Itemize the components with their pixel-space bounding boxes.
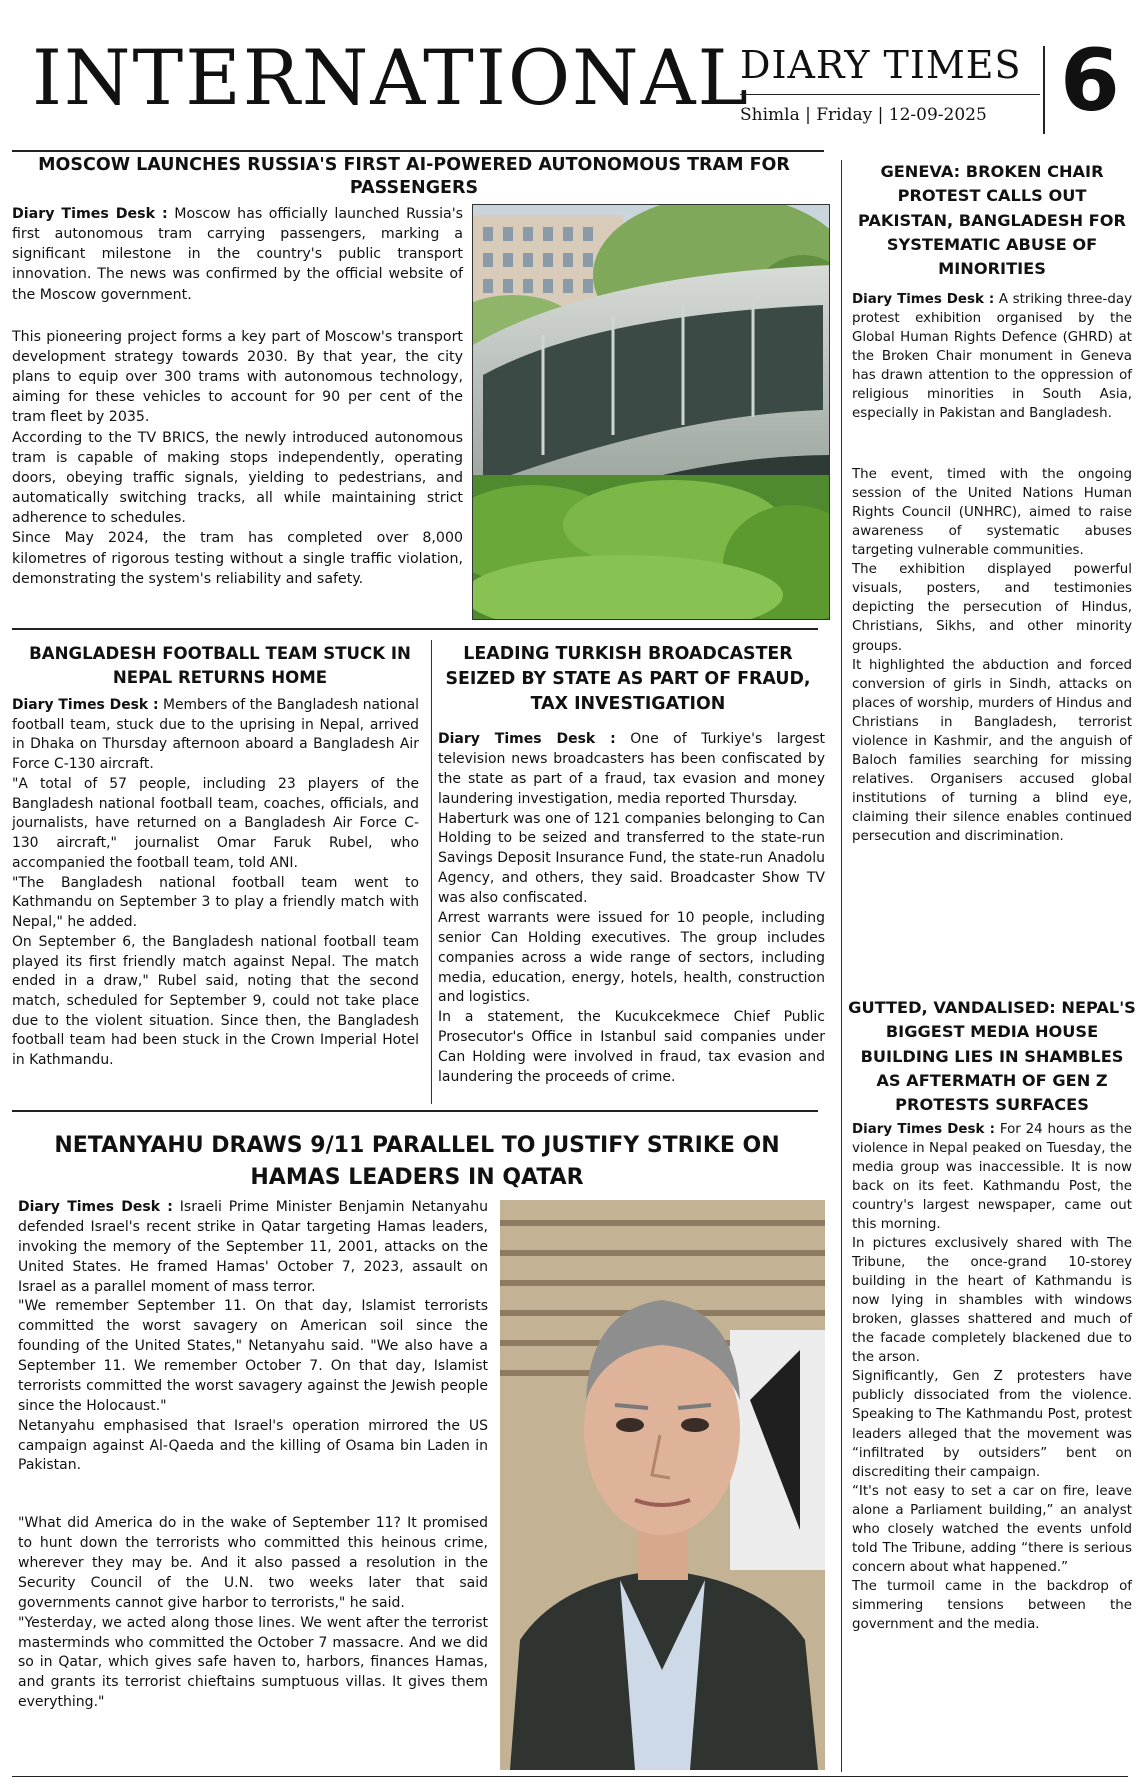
nepal-media-paragraph-4: “It's not easy to set a car on fire, leave alone a Parliament building,” an analyst who closely watched the events unfold told The Tribune, adding “there is serious concern about what happened.”	[852, 1483, 1132, 1575]
bangladesh-headline: BANGLADESH FOOTBALL TEAM STUCK IN NEPAL RETURNS HOME	[29, 644, 411, 688]
issue-meta: Shimla | Friday | 12-09-2025	[740, 105, 987, 125]
geneva-headline: GENEVA: BROKEN CHAIR PROTEST CALLS OUT PAKISTAN, BANGLADESH FOR SYSTEMATIC ABUSE OF MINORITIES	[858, 162, 1126, 279]
byline: Diary Times Desk :	[18, 1199, 173, 1215]
tram-headline: MOSCOW LAUNCHES RUSSIA'S FIRST AI-POWERED AUTONOMOUS TRAM FOR PASSENGERS	[38, 155, 790, 198]
turkey-body	[438, 730, 825, 1088]
right-column-divider	[841, 160, 842, 1772]
tram-paragraph-1	[12, 204, 463, 305]
netanyahu-body-left	[18, 1198, 488, 1713]
tram-photo	[472, 204, 830, 620]
turkey-paragraph-2: Haberturk was one of 121 companies belonging to Can Holding to be seized and transferred to the state-run Savings Deposit Insurance Fund, the state-run Anadolu Agency, and others, they said. Broadcaster Show TV was also confiscated.	[438, 810, 825, 906]
netanyahu-headline: NETANYAHU DRAWS 9/11 PARALLEL TO JUSTIFY STRIKE ON HAMAS LEADERS IN QATAR	[54, 1133, 780, 1190]
turkey-p1-text: One of Turkiye's largest television news broadcasters has been confiscated by the state as part of a fraud, tax evasion and money laundering investigation, media reported Thursday.	[438, 731, 825, 807]
netanyahu-photo-illustration	[500, 1200, 825, 1770]
page-bottom-rule	[12, 1776, 1128, 1777]
middle-column-divider	[431, 640, 432, 1104]
netanyahu-paragraph-2: "We remember September 11. On that day, Islamist terrorists committed the worst savagery on American soil since the founding of the United States," Netanyahu said. "We also have a September 11. We remember October 7. On that day, Islamist terrorists committed the worst savagery against the Jewish people since the Holocaust."	[18, 1298, 488, 1414]
nepal-media-paragraph-2: In pictures exclusively shared with The Tribune, the once-grand 10-storey building in the heart of Kathmandu is now lying in shambles with windows broken, glasses shattered and much of the facade completely blackened due to the arson.	[852, 1236, 1132, 1366]
nepal-media-paragraph-1	[852, 1120, 1132, 1234]
geneva-body	[852, 290, 1132, 846]
bangladesh-body	[12, 696, 419, 1071]
geneva-paragraph-4: It highlighted the abduction and forced conversion of girls in Sindh, attacks on places of worship, murders of Hindus and Christians in Bangladesh, terrorist violence in Kashmir, and the anguish of Baloch families searching for missing relatives. Organisers accused global institutions of turning a blind eye, claiming their silence enables continued persecution and discrimination.	[852, 657, 1132, 844]
byline: Diary Times Desk :	[852, 1122, 995, 1137]
bangladesh-paragraph-4: On September 6, the Bangladesh national football team played its first friendly match against Nepal. The match ended in a draw," Rubel said, noting that the second match, scheduled for September 9, could not take place due to the violent situation. Since then, the Bangladesh football team had been stuck in the Crown Imperial Hotel in Kathmandu.	[12, 933, 419, 1069]
netanyahu-photo	[500, 1200, 825, 1770]
turkey-paragraph-4: In a statement, the Kucukcekmece Chief Public Prosecutor's Office in Istanbul said companies under Can Holding were involved in fraud, tax evasion and laundering the proceeds of crime.	[438, 1009, 825, 1085]
tram-paragraph-2: This pioneering project forms a key part of Moscow's transport development strategy towards 2030. By that year, the city plans to equip over 300 trams with autonomous technology, aiming for these vehicles to account for 90 per cent of the tram fleet by 2035.	[12, 328, 463, 426]
nepal-media-p1-text: For 24 hours as the violence in Nepal peaked on Tuesday, the media group was inaccessible. It is now back on its feet. Kathmandu Post, the country's largest newspaper, came out this morning.	[852, 1122, 1133, 1233]
section-title: INTERNATIONAL	[32, 33, 751, 122]
geneva-paragraph-2: The event, timed with the ongoing session of the United Nations Human Rights Council (UNHRC), aimed to raise awareness of systematic abuses targeting vulnerable communities.	[852, 467, 1132, 559]
byline: Diary Times Desk :	[852, 292, 995, 307]
masthead-bottom-rule	[12, 150, 824, 152]
tram-p1-text: Moscow has officially launched Russia's first autonomous tram carrying passengers, marking a significant milestone in the country's public transport innovation. The news was confirmed by the official website of the Moscow government.	[12, 206, 463, 303]
turkey-paragraph-3: Arrest warrants were issued for 10 people, including senior Can Holding executives. The group includes companies across a wide range of sectors, including media, education, energy, hotels, health, construction and logistics.	[438, 909, 825, 1006]
tram-photo-illustration	[473, 205, 830, 620]
geneva-paragraph-3: The exhibition displayed powerful visuals, posters, and testimonies depicting the persecution of Hindus, Christians, Sikhs, and other minority groups.	[852, 562, 1132, 654]
tram-paragraph-3: According to the TV BRICS, the newly introduced autonomous tram is capable of making stops independently, operating doors, obeying traffic signals, yielding to pedestrians, and automatically switching tracks, all while maintaining strict adherence to schedules.	[12, 429, 463, 527]
masthead-rule	[740, 94, 1040, 95]
geneva-p1-text: A striking three-day protest exhibition organised by the Global Human Rights Defence (GHRD) at the Broken Chair monument in Geneva has drawn attention to the oppression of religious minorities in South Asia, especially in Pakistan and Bangladesh.	[852, 292, 1132, 422]
netanyahu-paragraph-1	[18, 1198, 488, 1297]
top-story-rule	[12, 628, 818, 630]
bangladesh-paragraph-3: "The Bangladesh national football team went to Kathmandu on September 3 to play a friendly match with Nepal," he added.	[12, 874, 419, 931]
bangladesh-p1-text: Members of the Bangladesh national football team, stuck due to the uprising in Nepal, arrived in Dhaka on Thursday afternoon aboard a Bangladesh Air Force C-130 aircraft.	[12, 697, 419, 773]
netanyahu-paragraph-4: "What did America do in the wake of September 11? It promised to hunt down the terrorists who committed this heinous crime, wherever they may be. And it also passed a resolution in the Security Council of the U.N. two weeks later that said governments cannot give harbor to terrorists," he said.	[18, 1515, 488, 1611]
bangladesh-paragraph-2: "A total of 57 people, including 23 players of the Bangladesh national football team, coaches, officials, and journalists, have returned on a Bangladesh Air Force C-130 aircraft," journalist Omar Faruk Rubel, who accompanied the football team, told ANI.	[12, 775, 419, 871]
nepal-media-paragraph-3: Significantly, Gen Z protesters have publicly dissociated from the violence. Speaking to The Kathmandu Post, protest leaders alleged that the movement was “infiltrated by outsiders” bent on discrediting their campaign.	[852, 1369, 1132, 1480]
byline: Diary Times Desk :	[12, 206, 168, 222]
turkey-paragraph-1	[438, 730, 825, 810]
turkey-headline: LEADING TURKISH BROADCASTER SEIZED BY STATE AS PART OF FRAUD, TAX INVESTIGATION	[445, 644, 811, 715]
nepal-media-body	[852, 1120, 1132, 1634]
newspaper-name: DIARY TIMES	[740, 43, 1022, 87]
netanyahu-paragraph-3: Netanyahu emphasised that Israel's operation mirrored the US campaign against Al-Qaeda and the killing of Osama bin Laden in Pakistan.	[18, 1417, 488, 1474]
byline: Diary Times Desk :	[438, 731, 616, 747]
lead-story-rule	[12, 1110, 818, 1112]
nepal-media-paragraph-5: The turmoil came in the backdrop of simmering tensions between the government and the media.	[852, 1578, 1132, 1632]
tram-body	[12, 204, 463, 589]
netanyahu-paragraph-5: "Yesterday, we acted along those lines. We went after the terrorist masterminds who committed the October 7 massacre. And we did so in Qatar, which gives safe haven to, harbors, finances Hamas, and grants its terrorist chieftains sumptuous villas. It gives them everything."	[18, 1614, 488, 1711]
netanyahu-p1-text: Israeli Prime Minister Benjamin Netanyahu defended Israel's recent strike in Qatar targeting Hamas leaders, invoking the memory of the September 11, 2001, attacks on the United States. He framed Hamas' October 7, 2023, assault on Israel as a parallel moment of mass terror.	[18, 1199, 488, 1295]
geneva-paragraph-1	[852, 290, 1132, 423]
page-number: 6	[1060, 31, 1120, 131]
bangladesh-paragraph-1	[12, 696, 419, 775]
byline: Diary Times Desk :	[12, 697, 159, 713]
tram-paragraph-4: Since May 2024, the tram has completed over 8,000 kilometres of rigorous testing without a single traffic violation, demonstrating the system's reliability and safety.	[12, 530, 463, 587]
masthead-divider	[1043, 46, 1045, 134]
masthead	[740, 43, 1030, 125]
nepal-media-headline: GUTTED, VANDALISED: NEPAL'S BIGGEST MEDIA HOUSE BUILDING LIES IN SHAMBLES AS AFTERMATH OF GEN Z PROTESTS SURFACES	[848, 998, 1136, 1115]
